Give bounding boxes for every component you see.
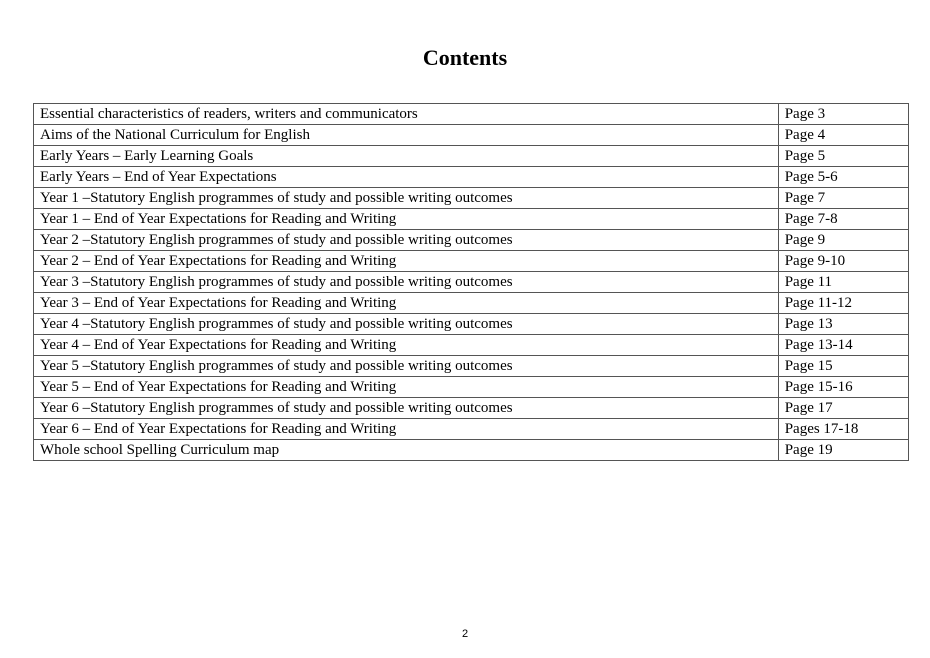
table-row [34, 167, 909, 188]
entry-title: Early Years – Early Learning Goals [34, 146, 779, 167]
contents-table-body [34, 104, 909, 461]
entry-title: Year 5 –Statutory English programmes of study and possible writing outcomes [34, 356, 779, 377]
entry-page: Page 5 [778, 146, 908, 167]
contents-table [33, 103, 909, 461]
table-row [34, 125, 909, 146]
table-row [34, 188, 909, 209]
entry-title: Year 6 –Statutory English programmes of study and possible writing outcomes [34, 398, 779, 419]
entry-title: Year 2 – End of Year Expectations for Reading and Writing [34, 251, 779, 272]
table-row [34, 335, 909, 356]
table-row [34, 230, 909, 251]
entry-title: Year 3 – End of Year Expectations for Reading and Writing [34, 293, 779, 314]
entry-page: Page 17 [778, 398, 908, 419]
table-row [34, 377, 909, 398]
entry-page: Page 3 [778, 104, 908, 125]
entry-page: Page 5-6 [778, 167, 908, 188]
entry-title: Year 1 –Statutory English programmes of study and possible writing outcomes [34, 188, 779, 209]
entry-page: Page 19 [778, 440, 908, 461]
entry-title: Year 5 – End of Year Expectations for Reading and Writing [34, 377, 779, 398]
entry-page: Page 4 [778, 125, 908, 146]
entry-title: Aims of the National Curriculum for English [34, 125, 779, 146]
entry-page: Page 9-10 [778, 251, 908, 272]
entry-title: Year 4 – End of Year Expectations for Reading and Writing [34, 335, 779, 356]
entry-page: Page 11 [778, 272, 908, 293]
entry-page: Page 15 [778, 356, 908, 377]
page-number: 2 [461, 628, 469, 640]
entry-page: Page 9 [778, 230, 908, 251]
entry-page: Page 13-14 [778, 335, 908, 356]
table-row [34, 314, 909, 335]
entry-title: Essential characteristics of readers, writers and communicators [34, 104, 779, 125]
entry-page: Pages 17-18 [778, 419, 908, 440]
entry-page: Page 13 [778, 314, 908, 335]
table-row [34, 209, 909, 230]
table-row [34, 272, 909, 293]
entry-title: Year 2 –Statutory English programmes of study and possible writing outcomes [34, 230, 779, 251]
table-row [34, 146, 909, 167]
table-row [34, 293, 909, 314]
entry-title: Early Years – End of Year Expectations [34, 167, 779, 188]
entry-page: Page 7 [778, 188, 908, 209]
table-row [34, 398, 909, 419]
entry-title: Year 1 – End of Year Expectations for Reading and Writing [34, 209, 779, 230]
entry-title: Year 4 –Statutory English programmes of study and possible writing outcomes [34, 314, 779, 335]
entry-page: Page 15-16 [778, 377, 908, 398]
table-row [34, 356, 909, 377]
entry-title: Whole school Spelling Curriculum map [34, 440, 779, 461]
table-row [34, 104, 909, 125]
table-row [34, 251, 909, 272]
entry-page: Page 7-8 [778, 209, 908, 230]
entry-title: Year 6 – End of Year Expectations for Reading and Writing [34, 419, 779, 440]
table-row [34, 440, 909, 461]
entry-title: Year 3 –Statutory English programmes of study and possible writing outcomes [34, 272, 779, 293]
table-row [34, 419, 909, 440]
page-title: Contents [422, 45, 508, 70]
entry-page: Page 11-12 [778, 293, 908, 314]
